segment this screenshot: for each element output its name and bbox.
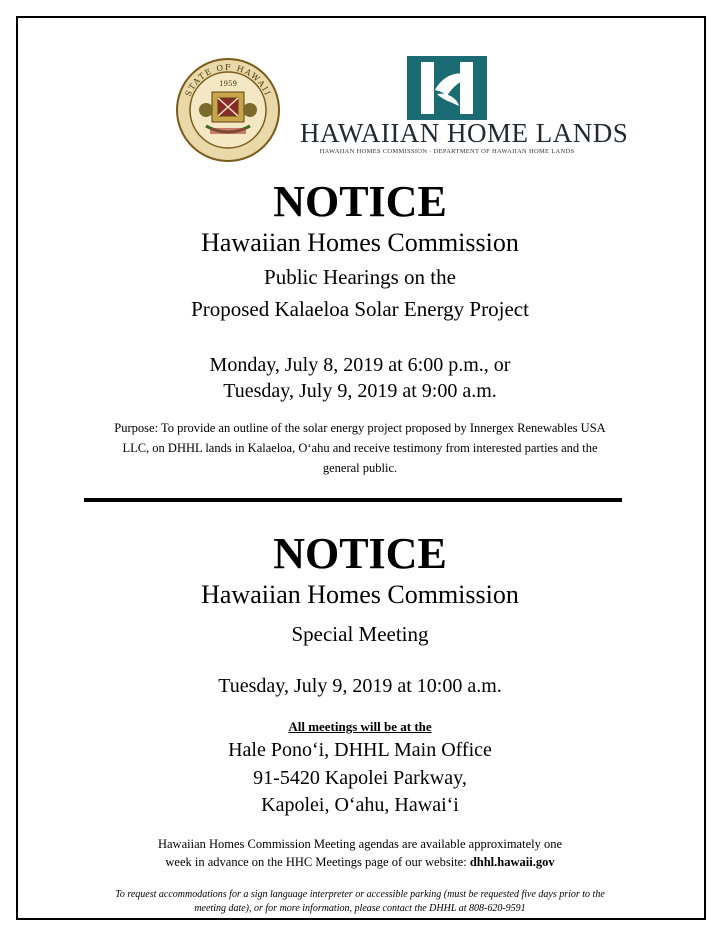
hearing-line-1: Public Hearings on the xyxy=(264,265,456,289)
location-line-2: 91-5420 Kapolei Parkway, xyxy=(253,767,467,789)
notice-heading-1: NOTICE xyxy=(273,177,447,226)
location-intro: All meetings will be at the xyxy=(288,719,432,734)
hearing-date-2: Tuesday, July 9, 2019 at 9:00 a.m. xyxy=(223,380,497,402)
section-divider xyxy=(84,498,622,502)
seal-text: STATE OF HAWAII xyxy=(183,62,273,98)
special-meeting: Special Meeting xyxy=(291,622,429,646)
website-link[interactable]: dhhl.hawaii.gov xyxy=(469,855,555,869)
leaf-icon xyxy=(407,56,487,120)
logo-subtitle: HAWAIIAN HOMES COMMISSION · DEPARTMENT OF HAWAIIAN HOME LANDS xyxy=(319,148,575,155)
commission-title-1: Hawaiian Homes Commission xyxy=(201,228,519,257)
agenda-line-2-text: week in advance on the HHC Meetings page of our website: xyxy=(165,855,470,869)
state-of-hawaii-seal xyxy=(176,58,280,162)
logo-name: HAWAIIAN HOME LANDS xyxy=(300,118,629,148)
location-line-1: Hale Pono‘i, DHHL Main Office xyxy=(228,739,492,761)
purpose-line-1: Purpose: To provide an outline of the solar energy project proposed by Innergex Renewables USA xyxy=(114,421,606,435)
notice-heading-2: NOTICE xyxy=(273,529,447,578)
meeting-date: Tuesday, July 9, 2019 at 10:00 a.m. xyxy=(218,675,502,697)
purpose-line-2: LLC, on DHHL lands in Kalaeloa, O‘ahu and receive testimony from interested parties and the xyxy=(122,441,598,455)
hearing-line-2: Proposed Kalaeloa Solar Energy Project xyxy=(191,297,529,321)
accommodation-line-2: meeting date), or for more information, please contact the DHHL at 808-620-9591 xyxy=(194,903,526,914)
accommodation-line-1: To request accommodations for a sign language interpreter or accessible parking (must be requested five days prior to the xyxy=(115,889,605,900)
agenda-line-2 xyxy=(20,853,700,871)
purpose-line-3: general public. xyxy=(322,461,398,475)
seal-year: 1959 xyxy=(219,80,237,88)
commission-title-2: Hawaiian Homes Commission xyxy=(201,580,519,609)
hawaiian-home-lands-logo xyxy=(407,56,487,120)
agenda-line-1: Hawaiian Homes Commission Meeting agendas are available approximately one xyxy=(157,837,563,851)
hearing-date-1: Monday, July 8, 2019 at 6:00 p.m., or xyxy=(209,354,511,376)
location-line-3: Kapolei, O‘ahu, Hawai‘i xyxy=(261,794,459,816)
